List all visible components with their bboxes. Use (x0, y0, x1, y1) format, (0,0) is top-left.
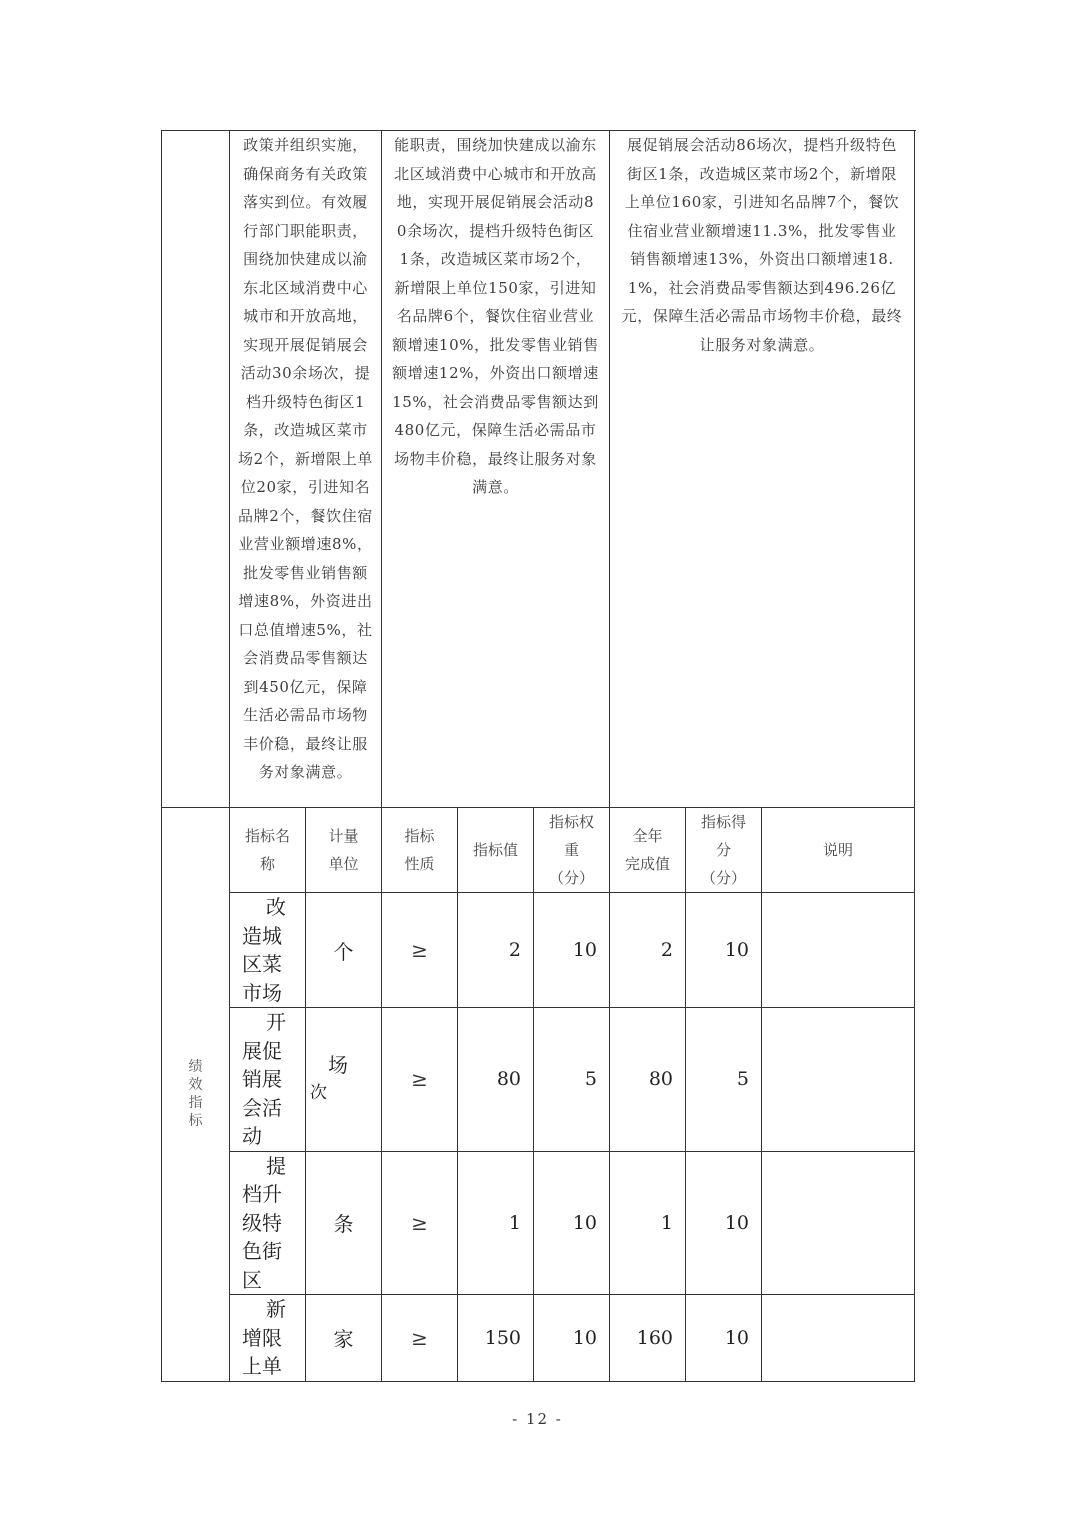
score-cell: 10 (686, 893, 762, 1008)
unit-cell: 条 (306, 1151, 382, 1295)
score-cell: 10 (686, 1295, 762, 1382)
unit-cell: 个 (306, 893, 382, 1008)
annual-actual-cell: 2 (610, 893, 686, 1008)
page-number: - 12 - (512, 1410, 563, 1428)
note-cell (762, 1008, 915, 1152)
target-value-cell: 80 (458, 1008, 534, 1152)
table-row (162, 1295, 915, 1382)
note-cell (762, 1295, 915, 1382)
actual-result-cell (610, 131, 915, 808)
nature-cell: ≥ (382, 1295, 458, 1382)
weight-cell: 10 (534, 1295, 610, 1382)
target-value-cell: 2 (458, 893, 534, 1008)
target-value-cell: 1 (458, 1151, 534, 1295)
table-row (162, 893, 915, 1008)
metrics-section-label: 绩效指标 (188, 1059, 203, 1130)
header-nature: 指标 性质 (382, 808, 458, 893)
unit-cell (306, 1008, 382, 1152)
nature-cell: ≥ (382, 1151, 458, 1295)
header-unit: 计量 单位 (306, 808, 382, 893)
unit-line-2: 次 (310, 1083, 327, 1104)
performance-table (161, 130, 915, 1382)
header-target-value: 指标值 (458, 808, 534, 893)
header-indicator-name: 指标名 称 (230, 808, 306, 893)
score-cell: 10 (686, 1151, 762, 1295)
goals-side-cell (162, 131, 230, 808)
table-row (162, 1008, 915, 1152)
weight-cell: 10 (534, 893, 610, 1008)
stated-target-text: 政策并组织实施，确保商务有关政策落实到位。有效履行部门职能职责，围绕加快建成以渝东北区域消费中心城市和开放高地，实现开展促销展会活动30余场次，提档升级特色街区1条，改造城区菜市场2个，新增限上单位20家，引进知名品牌2个，餐饮住宿业营业额增速8%，批发零售业销售额增速8%，外资进出口总值增速5%，社会消费品零售额达到450亿元，保障生活必需品市场物丰价稳，最终让服务对象满意。 (238, 136, 373, 781)
annual-target-text: 能职责，围绕加快建成以渝东北区域消费中心城市和开放高地，实现开展促销展会活动80余场次，提档升级特色街区1条，改造城区菜市场2个，新增限上单位150家，引进知名品牌6个，餐饮住宿业营业额增速10%，批发零售业销售额增速12%，外资出口额增速15%，社会消费品零售额达到480亿元，保障生活必需品市场物丰价稳，最终让服务对象满意。 (392, 136, 599, 496)
indicator-name-cell (230, 1008, 306, 1152)
annual-actual-cell: 160 (610, 1295, 686, 1382)
header-annual-actual: 全年 完成值 (610, 808, 686, 893)
unit-cell: 家 (306, 1295, 382, 1382)
note-cell (762, 1151, 915, 1295)
indicator-name-cell (230, 1151, 306, 1295)
note-cell (762, 893, 915, 1008)
header-note: 说明 (762, 808, 915, 893)
annual-actual-cell: 80 (610, 1008, 686, 1152)
indicator-name: 新增限上单 (242, 1297, 286, 1378)
metrics-section-label-cell (162, 808, 230, 1382)
header-weight: 指标权 重 （分） (534, 808, 610, 893)
metrics-header-row (162, 808, 915, 893)
header-score: 指标得 分 （分） (686, 808, 762, 893)
indicator-name: 开展促销展会活动 (242, 1010, 286, 1148)
goals-row (162, 131, 915, 808)
stated-target-cell (230, 131, 382, 808)
annual-actual-cell: 1 (610, 1151, 686, 1295)
target-value-cell: 150 (458, 1295, 534, 1382)
table-row (162, 1151, 915, 1295)
indicator-name: 提档升级特色街区 (242, 1153, 286, 1292)
weight-cell: 10 (534, 1151, 610, 1295)
indicator-name: 改造城区菜市场 (242, 895, 286, 1005)
nature-cell: ≥ (382, 893, 458, 1008)
indicator-name-cell (230, 1295, 306, 1382)
score-cell: 5 (686, 1008, 762, 1152)
weight-cell: 5 (534, 1008, 610, 1152)
indicator-name-cell (230, 893, 306, 1008)
actual-result-text: 展促销展会活动86场次，提档升级特色街区1条，改造城区菜市场2个，新增限上单位160家，引进知名品牌7个，餐饮住宿业营业额增速11.3%，批发零售业销售额增速13%，外资出口额增速18.1%，社会消费品零售额达到496.26亿元，保障生活必需品市场物丰价稳，最终让服务对象满意。 (621, 136, 903, 354)
annual-target-cell (382, 131, 610, 808)
unit-line-1: 场 (328, 1053, 348, 1078)
nature-cell: ≥ (382, 1008, 458, 1152)
